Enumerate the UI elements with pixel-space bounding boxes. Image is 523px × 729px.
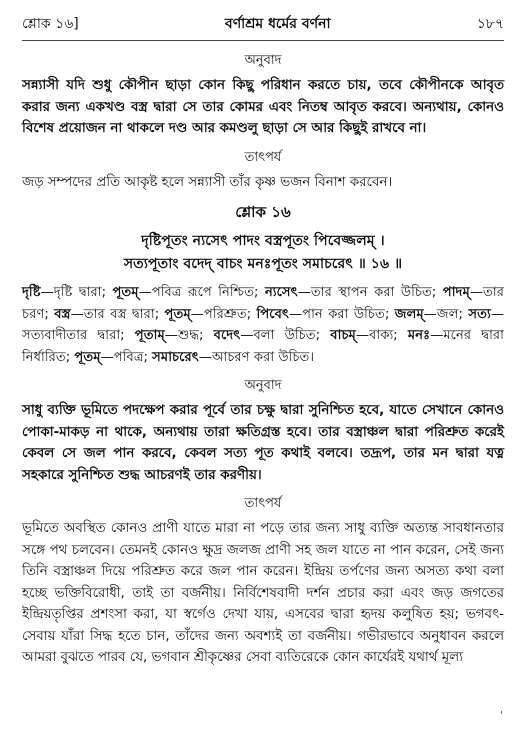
verse-reference: শ্লোক ১৬] [22, 16, 79, 32]
synonym-meaning: —পবিত্র; [100, 349, 153, 365]
purport-heading: তাৎপর্য [244, 149, 282, 165]
translation-text: সাধু ব্যক্তি ভূমিতে পদক্ষেপ করার পূর্বে তার চক্ষু দ্বারা সুনিশ্চিত হবে, যাতে সেখানে কোনও পোকা-মাকড় না থাকে, অন্যথায় তারা ক্ষতিগ্রস্ত হবে। তার বস্ত্রাঞ্চল দ্বারা পরিশ্রুত করেই কেবল সে জল পান করবে, কেবল সত্য পূত কথাই বলবে। তদ্রূপ, তার মন দ্বারা যত্ন সহকারে সুনিশ্চিত শুদ্ধ আচরণই তার করণীয়। [22, 403, 504, 483]
synonym-meaning: —জল; [423, 306, 469, 322]
synonym-term: সমাচরেৎ [152, 349, 199, 365]
synonym-term: দৃষ্টি [22, 285, 41, 300]
synonym-term: বস্ত্র [54, 306, 71, 322]
verse-heading: শ্লোক ১৬ [235, 203, 291, 221]
purport-text: জড় সম্পদের প্রতি আকৃষ্ট হলে সন্ন্যাসী তাঁর কৃষ্ণ ভজন বিনাশ করবেন। [22, 174, 393, 190]
synonym-meaning: —পবিত্র রূপে নিশ্চিত; [138, 285, 265, 300]
synonym-term: মনঃ [407, 328, 431, 343]
translation-text: সন্ন্যাসী যদি শুধু কৌপীন ছাড়া কোন কিছু পরিধান করতে চায়, তবে কৌপীনকে আবৃত করার জন্য একখণ্ড বস্ত্র দ্বারা সে তার কোমর এবং নিতম্ব আবৃত করবে। অন্যথায়, কোনও বিশেষ প্রয়োজন না থাকলে দণ্ড আর কমণ্ডলু ছাড়া সে আর কিছুই রাখবে না। [22, 78, 504, 136]
synonym-term: পূতম্ [74, 349, 101, 365]
synonym-meaning: —বলা উচিত; [240, 328, 331, 343]
synonym-term: ন্যসেৎ [264, 285, 298, 300]
verse-line-2: সত্যপূতাং বদেদ্ বাচং মনঃপূতং সমাচরেৎ ॥ ১৬ ॥ [123, 256, 403, 272]
synonym-meaning: —তার চরণ; [22, 285, 504, 322]
synonym-term: জলম্ [394, 306, 424, 322]
word-meanings [22, 282, 504, 368]
chapter-title: বর্ণাশ্রম ধর্মের বর্ণনা [224, 16, 331, 32]
synonym-term: পূতাম্ [134, 328, 165, 343]
synonym-meaning: —বাক্য; [355, 328, 408, 343]
synonym-meaning: —পরিশ্রুত; [190, 306, 257, 322]
synonym-term: বাচম্ [330, 328, 356, 343]
synonym-term: পিবেৎ [256, 306, 289, 322]
synonym-term: সত্য [468, 306, 491, 322]
synonym-meaning: —তার বস্ত্র দ্বারা; [70, 306, 165, 322]
synonym-meaning: —দৃষ্টি দ্বারা; [40, 285, 113, 300]
synonym-term: পূতম্ [112, 285, 139, 300]
synonym-meaning: —সত্যবাদীতার দ্বারা; [22, 306, 505, 343]
verse-line-1: দৃষ্টিপূতং ন্যসেৎ পাদং বস্ত্রপূতং পিবেজ্জলম্ । [141, 233, 385, 249]
synonym-term: পাদম্ [442, 285, 470, 300]
translation-heading: অনুবাদ [244, 378, 282, 393]
synonym-meaning: —তার স্থাপন করা উচিত; [297, 285, 443, 300]
purport-heading: তাৎপর্য [244, 496, 282, 511]
page-mark: ' [500, 710, 503, 721]
synonym-meaning: —মনের দ্বারা নির্ধারিত; [22, 328, 504, 365]
page-number: ১৮৭ [476, 16, 504, 32]
page-header [22, 12, 504, 41]
purport-text: ভূমিতে অবস্থিত কোনও প্রাণী যাতে মারা না পড়ে তার জন্য সাধু ব্যক্তি অত্যন্ত সাবধানতার সঙ্গে পথ চলবেন। তেমনই কোনও ক্ষুদ্র জলজ প্রাণী সহ জল যাতে না পান করেন, সেই জন্য তিনি বস্ত্রাঞ্চল দিয়ে পরিশ্রুত করে জল পান করেন। ইন্দ্রিয় তর্পণের জন্য অসত্য কথা বলা হচ্ছে ভক্তিবিরোধী, তাই তা বর্জনীয়। নির্বিশেষবাদী দর্শন প্রচার করা এবং জড় জগতের ইন্দ্রিয়তৃপ্তির প্রশংসা করা, যা স্বর্গেও দেখা যায়, এসবের দ্বারা হৃদয় কলুষিত হয়; ভগবৎ-সেবায় যাঁরা সিদ্ধ হতে চান, তাঁদের জন্য অবশ্যই তা বর্জনীয়। গভীরভাবে অনুধাবন করলে আমরা বুঝতে পারব যে, ভগবান শ্রীকৃষ্ণের সেবা ব্যতিরেকে কোন কার্যেরই যথার্থ মূল্য [22, 521, 504, 665]
synonym-meaning: —আচরণ করা উচিত। [198, 349, 315, 365]
book-page [22, 12, 504, 669]
synonym-term: পূতম্ [164, 306, 191, 322]
synonym-meaning: —পান করা উচিত; [288, 306, 395, 322]
synonym-meaning: —শুদ্ধ; [164, 328, 214, 343]
synonym-term: বদেৎ [213, 328, 241, 343]
translation-heading: অনুবাদ [244, 53, 282, 68]
